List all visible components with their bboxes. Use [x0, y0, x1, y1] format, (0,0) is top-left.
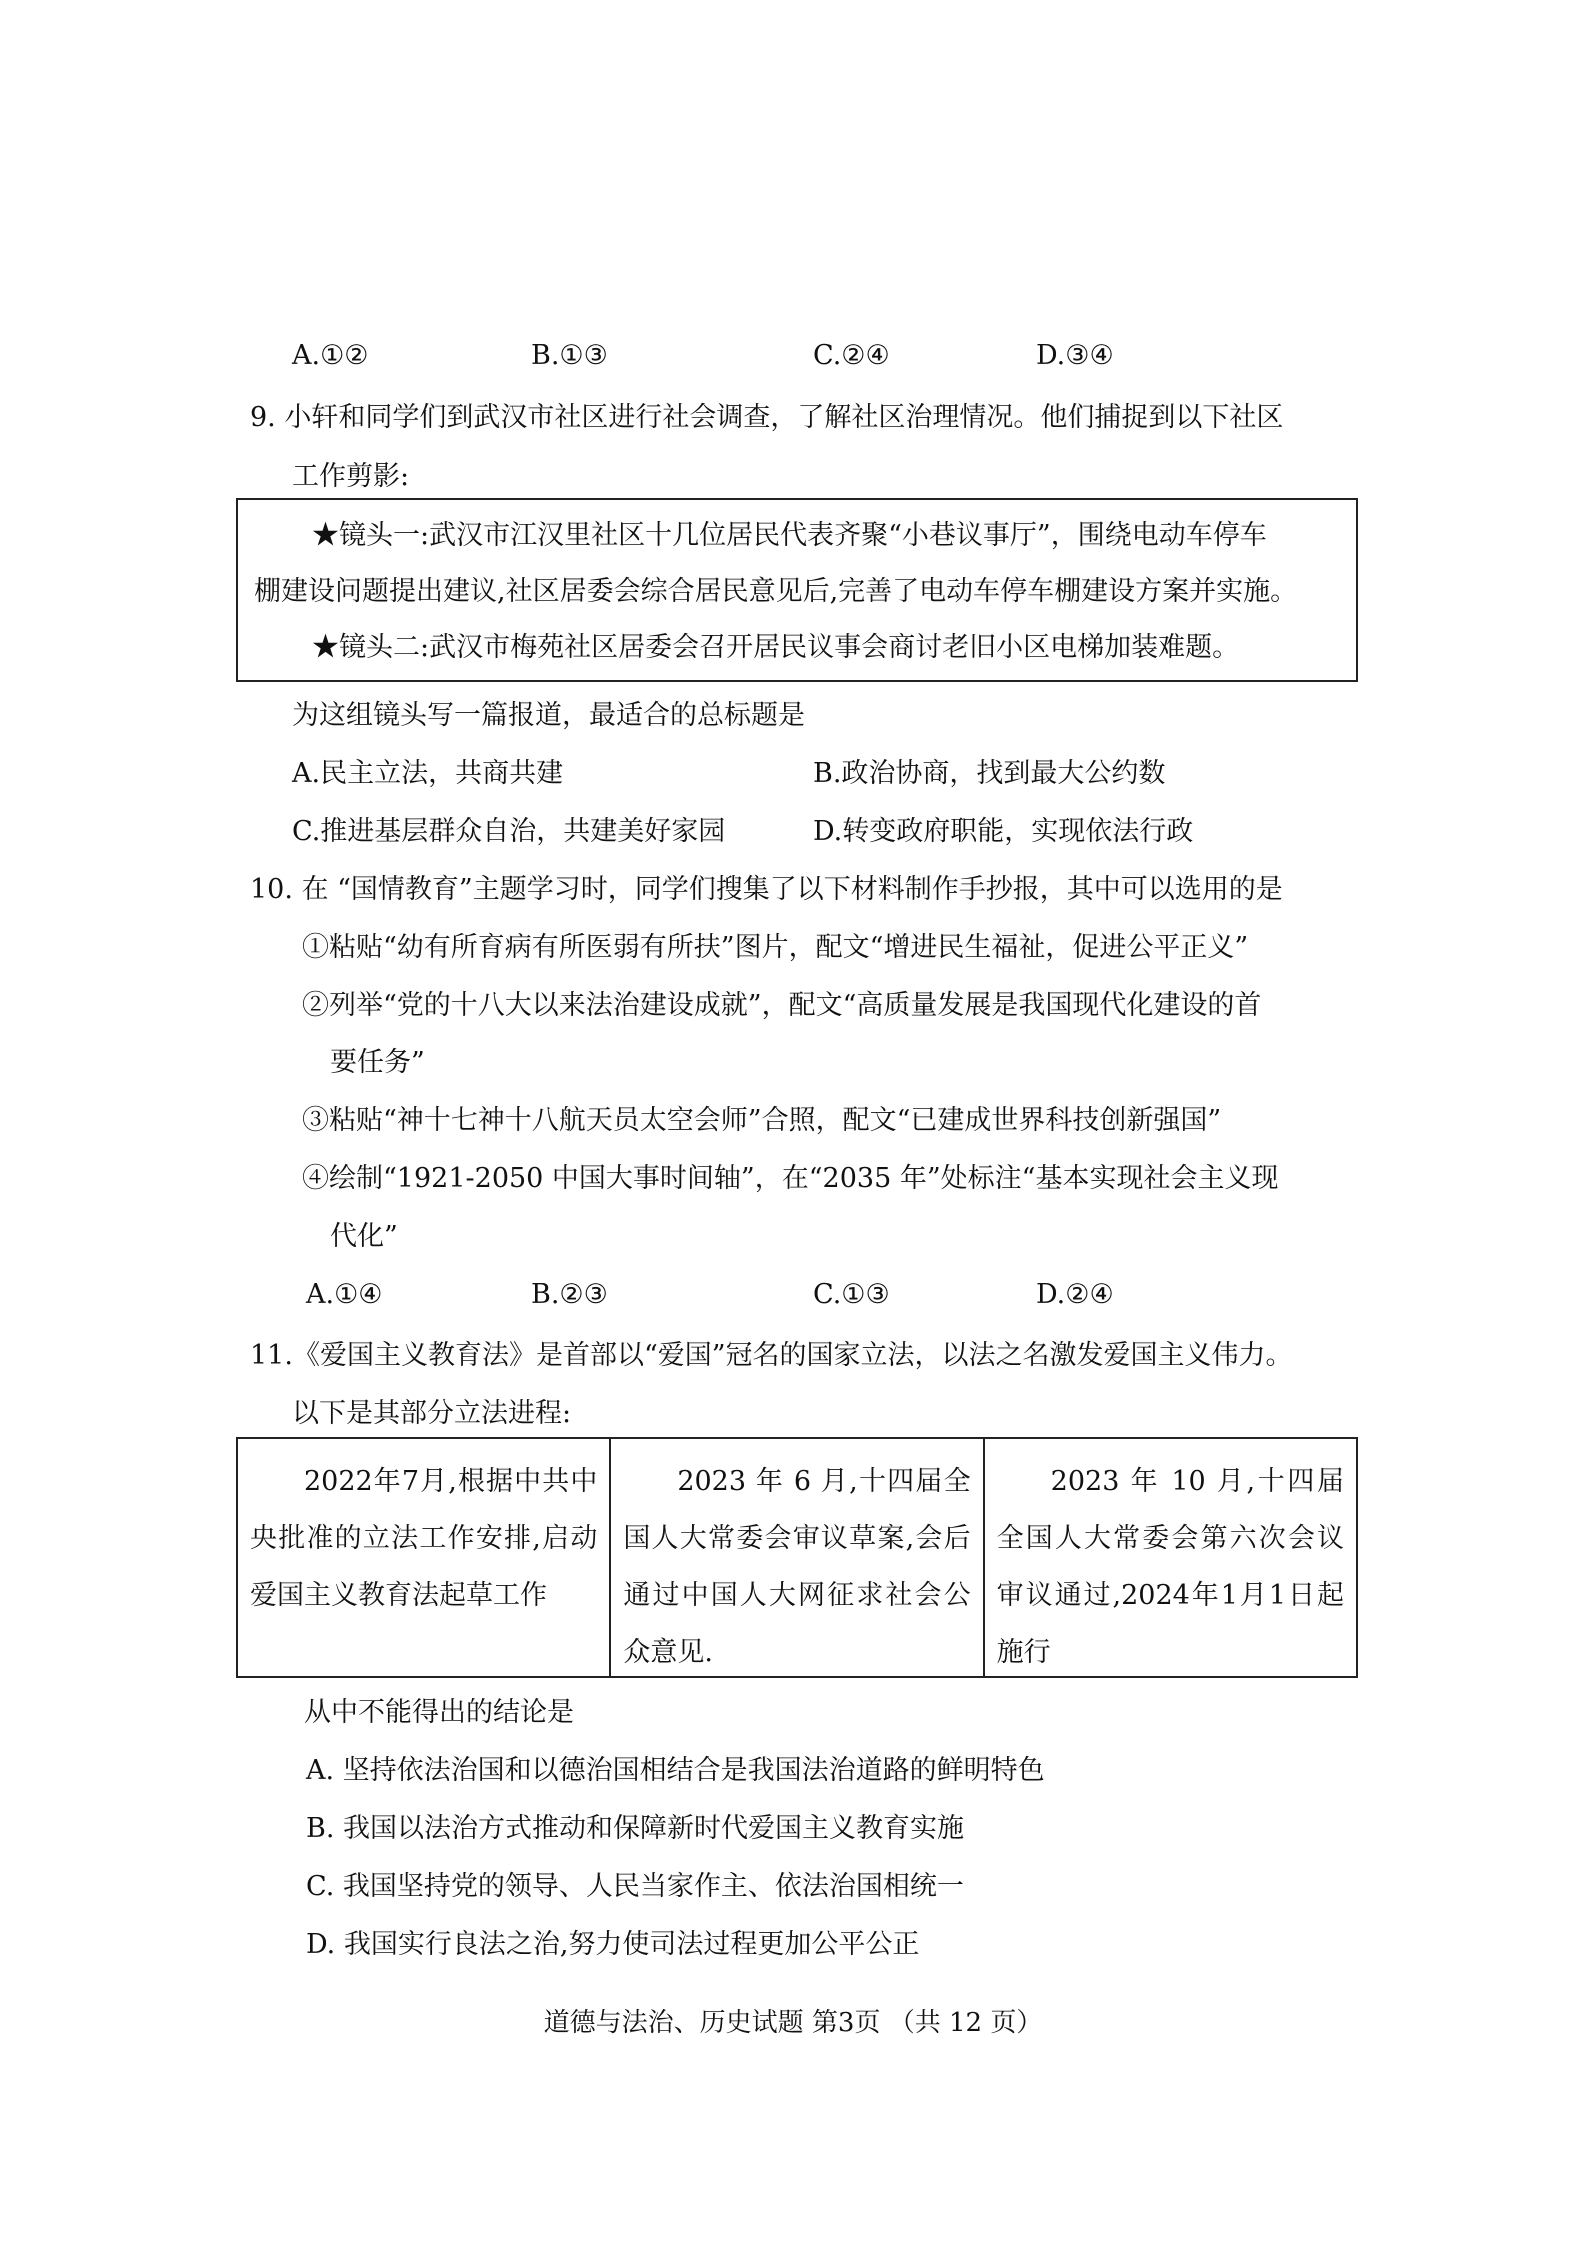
q11-option-d: D. 我国实行良法之治,努力使司法过程更加公平公正 — [306, 1929, 920, 1960]
q10-item-1: ①粘贴“幼有所育病有所医弱有所扶”图片，配文“增进民生福祉，促进公平正义” — [302, 932, 1249, 963]
q9-stem-line2: 工作剪影: — [292, 461, 410, 492]
q11-question: 从中不能得出的结论是 — [304, 1697, 574, 1728]
q9-option-d: D.转变政府职能，实现依法行政 — [813, 816, 1194, 847]
q9-stem-line1: 9. 小轩和同学们到武汉市社区进行社会调查，了解社区治理情况。他们捕捉到以下社区 — [250, 402, 1284, 433]
q11-table-cell-1: 2022年7月,根据中共中央批准的立法工作安排,启动爱国主义教育法起草工作 — [250, 1466, 598, 1611]
q9-option-a: A.民主立法，共商共建 — [292, 758, 564, 789]
q11-option-b: B. 我国以法治方式推动和保障新时代爱国主义教育实施 — [306, 1813, 965, 1844]
q9-scene1-line1: ★镜头一:武汉市江汉里社区十几位居民代表齐聚“小巷议事厅”，围绕电动车停车 — [312, 520, 1267, 551]
q9-question: 为这组镜头写一篇报道，最适合的总标题是 — [292, 700, 805, 731]
q11-stem-line2: 以下是其部分立法进程: — [292, 1398, 572, 1429]
q9-scene2: ★镜头二:武汉市梅苑社区居委会召开居民议事会商讨老旧小区电梯加装难题。 — [312, 632, 1240, 663]
page-footer: 道德与法治、历史试题 第3页 （共 12 页） — [543, 2008, 1043, 2038]
q11-table-cell-2: 2023 年 6 月,十四届全国人大常委会审议草案,会后通过中国人大网征求社会公众意见. — [609, 1439, 982, 1676]
q9-scene-box — [236, 498, 1358, 682]
q11-timeline-table — [236, 1437, 1358, 1678]
q10-item-4-line1: ④绘制“1921-2050 中国大事时间轴”，在“2035 年”处标注“基本实现社会主义现 — [302, 1163, 1279, 1194]
q11-option-c: C. 我国坚持党的领导、人民当家作主、依法治国相统一 — [306, 1871, 964, 1902]
q10-option-b: B.②③ — [531, 1279, 608, 1310]
q10-option-d: D.②④ — [1036, 1279, 1114, 1310]
q9-option-b: B.政治协商，找到最大公约数 — [813, 758, 1166, 789]
q10-stem: 10. 在 “国情教育”主题学习时，同学们搜集了以下材料制作手抄报，其中可以选用的是 — [250, 874, 1283, 905]
q8-option-a: A.①② — [292, 340, 369, 371]
q10-item-3: ③粘贴“神十七神十八航天员太空会师”合照，配文“已建成世界科技创新强国” — [302, 1105, 1222, 1136]
q11-table-cell-3: 2023 年 10 月,十四届全国人大常委会第六次会议审议通过,2024年1月1日起施行 — [983, 1439, 1356, 1676]
q11-stem-line1: 11.《爱国主义教育法》是首部以“爱国”冠名的国家立法，以法之名激发爱国主义伟力。 — [250, 1340, 1293, 1371]
q8-option-c: C.②④ — [813, 340, 890, 371]
q8-option-b: B.①③ — [531, 340, 608, 371]
q10-item-2-line2: 要任务” — [330, 1047, 425, 1078]
q10-option-c: C.①③ — [813, 1279, 890, 1310]
q10-option-a: A.①④ — [306, 1279, 383, 1310]
q8-option-d: D.③④ — [1036, 340, 1114, 371]
q11-option-a: A. 坚持依法治国和以德治国相结合是我国法治道路的鲜明特色 — [306, 1755, 1045, 1786]
q10-item-2-line1: ②列举“党的十八大以来法治建设成就”，配文“高质量发展是我国现代化建设的首 — [302, 990, 1262, 1021]
q10-item-4-line2: 代化” — [330, 1221, 398, 1252]
q9-option-c: C.推进基层群众自治，共建美好家园 — [292, 816, 726, 847]
q9-scene1-line2: 棚建设问题提出建议,社区居委会综合居民意见后,完善了电动车停车棚建设方案并实施。 — [254, 576, 1298, 607]
